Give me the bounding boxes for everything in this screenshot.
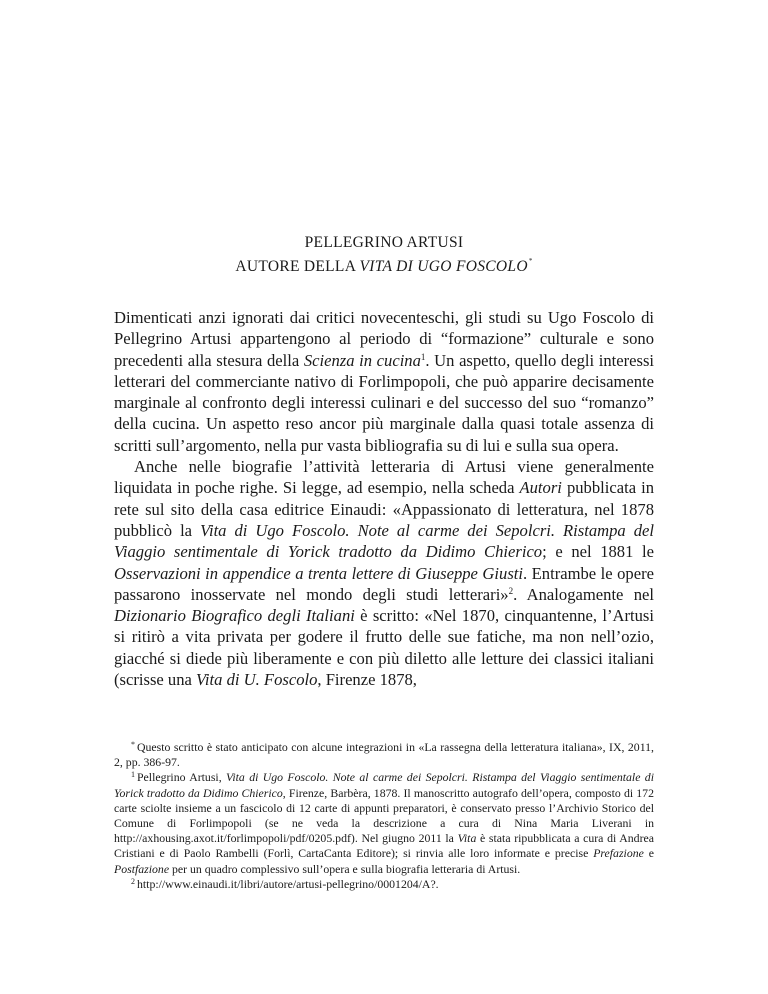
footnote-ref-2: 2 [508,585,514,596]
footnote-ref-1: 1 [420,351,426,362]
italic-title: Prefazione [593,846,644,861]
italic-title: Osservazioni in appendice a trenta lettere di Giuseppe Giusti [114,563,523,583]
footnote-text: è stata ripubblicata a cura di Andrea Cristiani e di Paolo Rambelli (Forlì, CartaCanta Editore); si rinvia alle loro informate e precise [114,831,654,861]
footnote-mark: 1 [131,770,135,780]
main-text [114,307,654,690]
footnote-mark: 2 [131,876,135,886]
chapter-title-italic: VITA DI UGO FOSCOLO [359,258,528,275]
text-run: Dimenticati anzi ignorati dai critici novecenteschi, gli studi su Ugo Foscolo di Pellegrino Artusi appartengono al periodo di “formazione” culturale e sono precedenti alla stesura della [114,308,654,370]
text-run: è scritto: «Nel 1870, cinquantenne, l’Artusi si ritirò a vita privata per godere il frutto delle sue fatiche, ma non nell’ozio, giacché si diede più liberamente e con più diletto alle letture dei classici italiani (scrisse una [114,606,654,690]
chapter-title-line [0,252,768,276]
text-run: . Un aspetto, quello degli interessi letterari del commerciante nativo di Forlimpopoli, che può apparire decisamente marginale al confronto degli interessi culinari e del successo del suo “romanzo” della cucina. Un aspetto reso ancor più marginale dalla quasi totale assenza di scritti sull’argomento, nella pur vasta bibliografia su di lui e sulla sua opera. [114,350,655,455]
footnote-text: e [643,846,654,861]
chapter-author-line: PELLEGRINO ARTUSI [304,234,464,251]
text-run: . Analogamente nel [513,584,655,604]
footnote-text: , Firenze, Barbèra, 1878. Il manoscritto autografo dell’opera, composto di 172 carte sciolte insieme a un fascicolo di 12 carte di appunti preparatori, è conservato presso l’Archivio Storico del Comune di Forlimpopoli (se ne veda la descrizione a cura di Nina Maria Liverani in http://axhousing.axot.it/forlimpopoli/pdf/0205.pdf). Nel giugno 2011 la [114,785,654,846]
footnote-2 [114,877,654,892]
italic-title: Vita [457,831,477,846]
chapter-title-prefix: AUTORE DELLA [235,258,360,275]
italic-title: Vita di Ugo Foscolo. Note al carme dei Sepolcri. Ristampa del Viaggio sentimentale di Yorick tradotto da Didimo Chierico [114,770,654,800]
footnote-star [114,740,654,770]
footnote-mark: * [131,740,135,749]
footnote-text: per un quadro complessivo sull’opera e sulla biografia letteraria di Artusi. [169,861,521,876]
text-run: pubblicata in rete sul sito della casa editrice Einaudi: «Appassionato di letteratura, nel 1878 pubblicò la [114,478,654,540]
footnote-text: Questo scritto è stato anticipato con alcune integrazioni in «La rassegna della letteratura italiana», IX, 2011, 2, pp. 386-97. [114,740,654,770]
footnote-text: http://www.einaudi.it/libri/autore/artusi-pellegrino/0001204/A?. [137,876,439,891]
footnote-1 [114,770,654,876]
chapter-title-note-mark: * [528,257,533,265]
text-run: . Entrambe le opere passarono inosservate nel mondo degli studi letterari» [114,563,654,604]
italic-title: Vita di Ugo Foscolo. Note al carme dei Sepolcri. Ristampa del Viaggio sentimentale di Yorick tradotto da Didimo Chierico [114,520,654,562]
italic-title: Postfazione [114,861,170,876]
footnotes [114,740,654,892]
italic-title: Autori [519,478,562,498]
paragraph-1 [114,307,654,456]
text-run: , Firenze 1878, [317,670,417,690]
italic-title: Dizionario Biografico degli Italiani [114,606,355,626]
text-run: ; e nel 1881 le [542,542,654,562]
italic-title: Vita di U. Foscolo [196,670,318,690]
italic-title: Scienza in cucina [303,350,421,370]
text-run: Anche nelle biografie l’attività letteraria di Artusi viene generalmente liquidata in poche righe. Si legge, ad esempio, nella scheda [114,457,654,498]
paragraph-2 [114,456,654,690]
footnote-text: Pellegrino Artusi, [137,770,227,785]
chapter-heading [0,233,768,276]
